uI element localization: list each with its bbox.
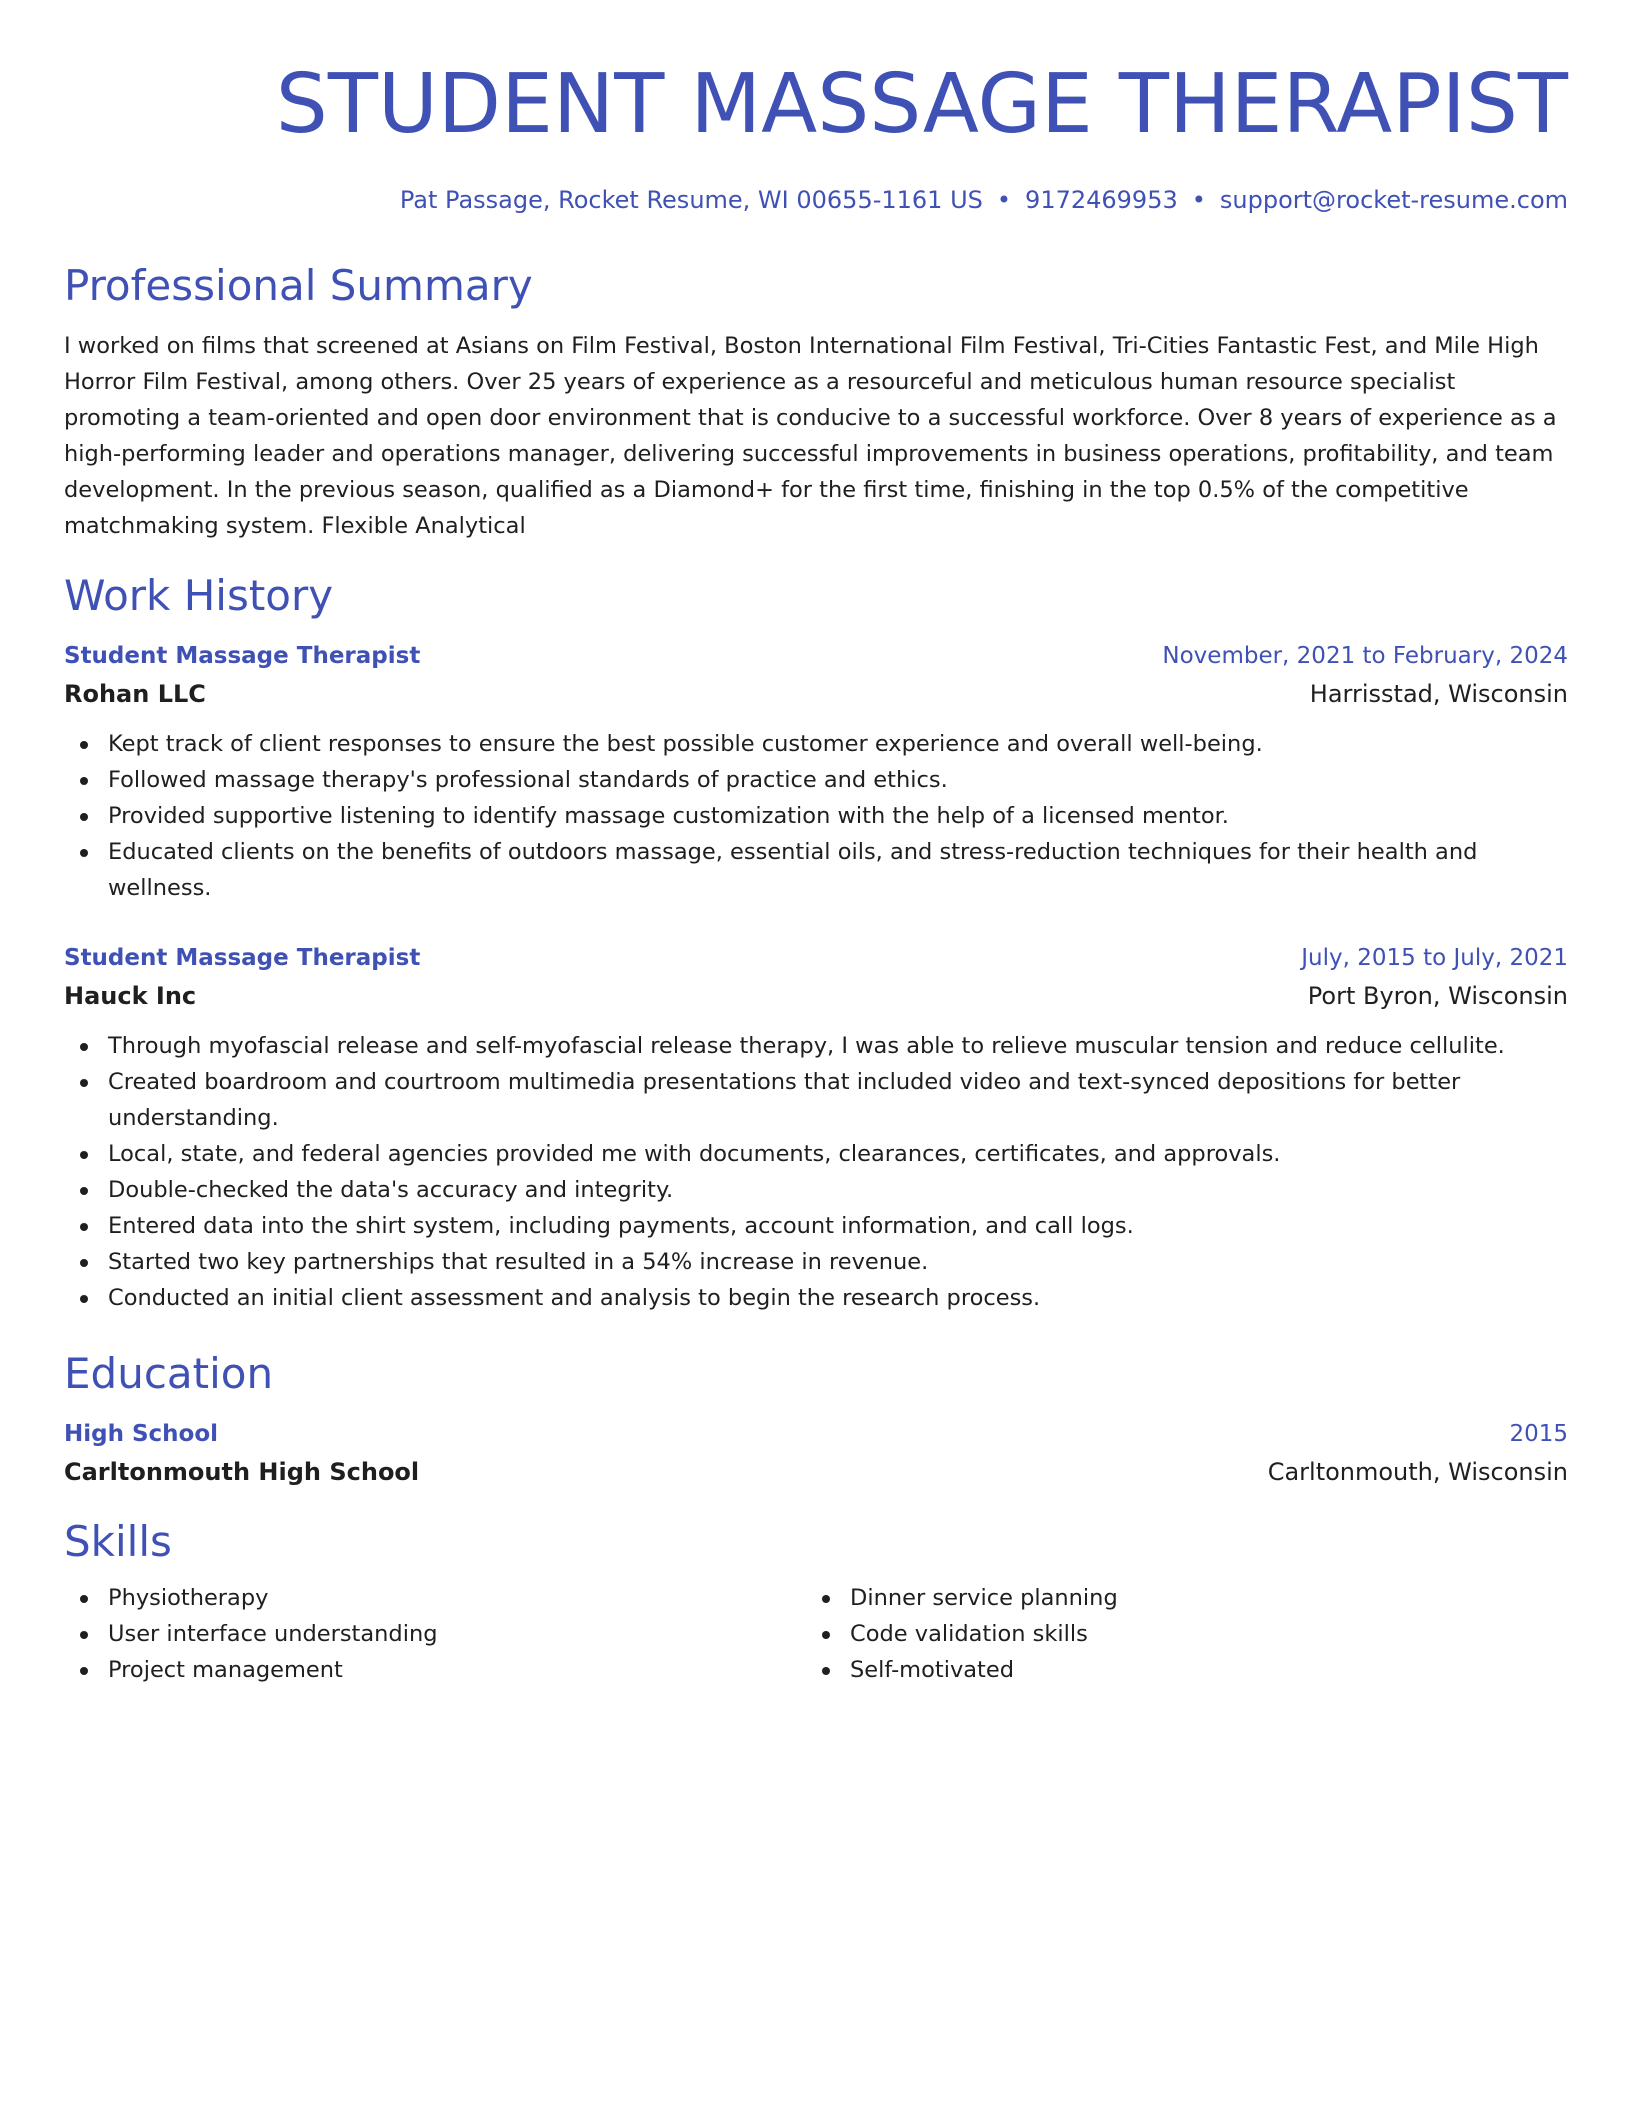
skills-list-left bbox=[64, 1580, 806, 1688]
education-degree: High School bbox=[64, 1421, 219, 1447]
job-title: Student Massage Therapist bbox=[64, 643, 421, 669]
contact-separator: • bbox=[996, 186, 1012, 214]
skill-item: Self-motivated bbox=[806, 1652, 1548, 1688]
job-bullets bbox=[64, 726, 1568, 906]
job-title-row bbox=[64, 638, 1568, 674]
resume-page bbox=[64, 0, 1568, 1688]
contact-address: Pat Passage, Rocket Resume, WI 00655-1161 US bbox=[399, 186, 983, 214]
job-company-row bbox=[64, 674, 1568, 714]
job-bullet: Educated clients on the benefits of outdoors massage, essential oils, and stress-reduction techniques for their health and wellness. bbox=[64, 834, 1568, 906]
job-entry bbox=[64, 940, 1568, 1316]
education-heading: Education bbox=[64, 1349, 274, 1398]
job-bullet: Conducted an initial client assessment and analysis to begin the research process. bbox=[64, 1280, 1568, 1316]
job-bullet: Followed massage therapy's professional standards of practice and ethics. bbox=[64, 762, 1568, 798]
job-bullets bbox=[64, 1028, 1568, 1316]
resume-header bbox=[64, 0, 1568, 216]
summary-text: I worked on films that screened at Asians on Film Festival, Boston International Film Festival, Tri-Cities Fantastic Fest, and Mile High Horror Film Festival, among others. Over 25 years of experience as a resourceful and meticulous human resource specialist promoting a team-oriented and open door environment that is conducive to a successful workforce. Over 8 years of experience as a high-performing leader and operations manager, delivering successful improvements in business operations, profitability, and team development. In the previous season, qualified as a Diamond+ for the first time, finishing in the top 0.5% of the competitive matchmaking system. Flexible Analytical bbox=[64, 333, 1557, 539]
education-entry bbox=[64, 1416, 1568, 1492]
education-school-row bbox=[64, 1452, 1568, 1492]
job-entry bbox=[64, 638, 1568, 906]
job-location: Harrisstad, Wisconsin bbox=[1309, 680, 1568, 708]
skills-columns bbox=[64, 1580, 1568, 1688]
skill-item: Physiotherapy bbox=[64, 1580, 806, 1616]
job-bullet: Local, state, and federal agencies provided me with documents, clearances, certificates, and approvals. bbox=[64, 1136, 1568, 1172]
education-location: Carltonmouth, Wisconsin bbox=[1267, 1458, 1568, 1486]
skill-item: User interface understanding bbox=[64, 1616, 806, 1652]
job-bullet: Entered data into the shirt system, including payments, account information, and call logs. bbox=[64, 1208, 1568, 1244]
contact-line bbox=[64, 184, 1568, 216]
contact-phone: 9172469953 bbox=[1025, 186, 1178, 214]
skill-item: Project management bbox=[64, 1652, 806, 1688]
resume-title: STUDENT MASSAGE THERAPIST bbox=[275, 57, 1568, 152]
education-degree-row bbox=[64, 1416, 1568, 1452]
skill-item: Code validation skills bbox=[806, 1616, 1548, 1652]
skills-list-right bbox=[806, 1580, 1548, 1688]
contact-email[interactable]: support@rocket-resume.com bbox=[1219, 186, 1568, 214]
job-title-row bbox=[64, 940, 1568, 976]
contact-separator: • bbox=[1191, 186, 1206, 214]
job-bullet: Through myofascial release and self-myofascial release therapy, I was able to relieve muscular tension and reduce cellulite. bbox=[64, 1028, 1568, 1064]
education-school: Carltonmouth High School bbox=[64, 1458, 420, 1486]
job-bullet: Double-checked the data's accuracy and integrity. bbox=[64, 1172, 1568, 1208]
job-bullet: Created boardroom and courtroom multimedia presentations that included video and text-synced depositions for better understanding. bbox=[64, 1064, 1568, 1136]
job-bullet: Started two key partnerships that resulted in a 54% increase in revenue. bbox=[64, 1244, 1568, 1280]
work-history-heading: Work History bbox=[64, 571, 334, 620]
summary-heading: Professional Summary bbox=[64, 261, 533, 310]
job-company: Hauck Inc bbox=[64, 982, 197, 1010]
job-company: Rohan LLC bbox=[64, 680, 206, 708]
job-title: Student Massage Therapist bbox=[64, 945, 421, 971]
skill-item: Dinner service planning bbox=[806, 1580, 1548, 1616]
education-year: 2015 bbox=[1509, 1421, 1568, 1447]
job-dates: July, 2015 to July, 2021 bbox=[1301, 945, 1568, 971]
job-bullet: Provided supportive listening to identify massage customization with the help of a licensed mentor. bbox=[64, 798, 1568, 834]
skills-heading: Skills bbox=[64, 1517, 172, 1566]
job-dates: November, 2021 to February, 2024 bbox=[1162, 643, 1568, 669]
job-bullet: Kept track of client responses to ensure the best possible customer experience and overall well-being. bbox=[64, 726, 1568, 762]
job-location: Port Byron, Wisconsin bbox=[1307, 982, 1568, 1010]
job-company-row bbox=[64, 976, 1568, 1016]
